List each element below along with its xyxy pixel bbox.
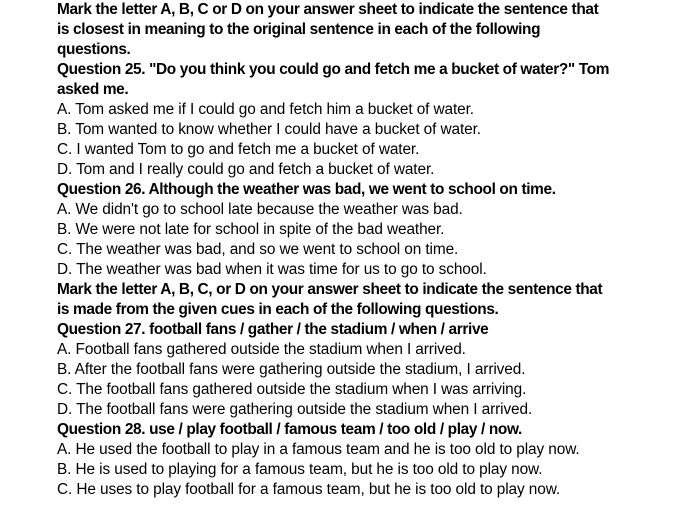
answer-option-c: C. I wanted Tom to go and fetch me a bucket of water. bbox=[57, 141, 420, 158]
answer-option-c: C. He uses to play football for a famous team, but he is too old to play now. bbox=[57, 481, 561, 498]
answer-option-d: D. The football fans were gathering outside the stadium when I arrived. bbox=[57, 401, 533, 418]
worksheet-page bbox=[57, 0, 687, 500]
question-28 bbox=[57, 420, 687, 500]
answer-option-d: D. Tom and I really could go and fetch a bucket of water. bbox=[57, 161, 435, 178]
section-instruction bbox=[57, 280, 687, 320]
question-prompt: Question 26. Although the weather was bad, we went to school on time. bbox=[57, 181, 556, 198]
answer-option-a: A. Tom asked me if I could go and fetch him a bucket of water. bbox=[57, 101, 474, 118]
section-instruction bbox=[57, 0, 687, 60]
question-prompt: Question 25. "Do you think you could go and fetch me a bucket of water?" Tom bbox=[57, 61, 610, 78]
answer-option-a: A. We didn't go to school late because the weather was bad. bbox=[57, 201, 463, 218]
question-26 bbox=[57, 180, 687, 280]
question-prompt: Question 28. use / play football / famous team / too old / play / now. bbox=[57, 421, 522, 438]
question-prompt: asked me. bbox=[57, 81, 129, 98]
question-prompt: Question 27. football fans / gather / the stadium / when / arrive bbox=[57, 321, 489, 338]
instruction-line: Mark the letter A, B, C or D on your answer sheet to indicate the sentence that bbox=[57, 1, 599, 18]
answer-option-c: C. The football fans gathered outside the stadium when I was arriving. bbox=[57, 381, 527, 398]
question-27 bbox=[57, 320, 687, 420]
instruction-line: is closest in meaning to the original sentence in each of the following bbox=[57, 21, 541, 38]
answer-option-b: B. Tom wanted to know whether I could have a bucket of water. bbox=[57, 121, 481, 138]
answer-option-a: A. He used the football to play in a famous team and he is too old to play now. bbox=[57, 441, 580, 458]
answer-option-b: B. He is used to playing for a famous team, but he is too old to play now. bbox=[57, 461, 543, 478]
instruction-line: questions. bbox=[57, 41, 131, 58]
question-25 bbox=[57, 60, 687, 180]
answer-option-b: B. After the football fans were gathering outside the stadium, I arrived. bbox=[57, 361, 526, 378]
answer-option-c: C. The weather was bad, and so we went to school on time. bbox=[57, 241, 459, 258]
instruction-line: Mark the letter A, B, C, or D on your answer sheet to indicate the sentence that bbox=[57, 281, 603, 298]
answer-option-a: A. Football fans gathered outside the stadium when I arrived. bbox=[57, 341, 466, 358]
answer-option-d: D. The weather was bad when it was time for us to go to school. bbox=[57, 261, 487, 278]
section-1 bbox=[57, 0, 687, 280]
section-2 bbox=[57, 280, 687, 500]
answer-option-b: B. We were not late for school in spite of the bad weather. bbox=[57, 221, 445, 238]
instruction-line: is made from the given cues in each of the following questions. bbox=[57, 301, 499, 318]
